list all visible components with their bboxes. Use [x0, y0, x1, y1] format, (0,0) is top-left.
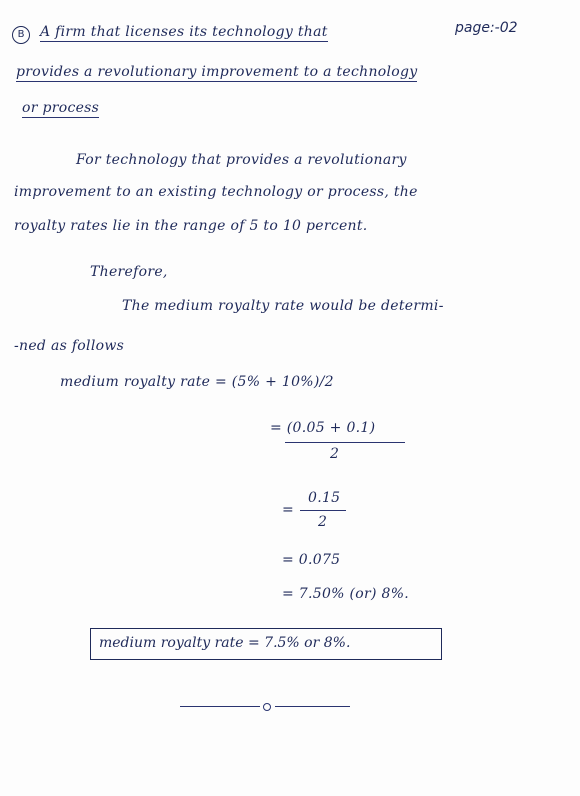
- question-title-line-2: provides a revolutionary improvement to a technology: [16, 64, 418, 80]
- question-title-line-1: A firm that licenses its technology that: [40, 24, 328, 40]
- calc-step-3-equals: =: [282, 502, 295, 518]
- therefore-text: Therefore,: [90, 264, 168, 280]
- paragraph-1-line-2: improvement to an existing technology or process, the: [14, 184, 418, 200]
- paragraph-1-line-3: royalty rates lie in the range of 5 to 10 percent.: [14, 218, 368, 234]
- calc-step-2-numerator: = (0.05 + 0.1): [270, 420, 376, 436]
- calc-step-4: = 0.075: [282, 552, 341, 568]
- paragraph-2-line-1: The medium royalty rate would be determi-: [122, 298, 444, 314]
- calc-step-5: = 7.50% (or) 8%.: [282, 586, 410, 602]
- final-answer-box: [90, 628, 442, 660]
- calc-step-3-numerator: 0.15: [308, 490, 341, 506]
- paragraph-1-line-1: For technology that provides a revolutionary: [76, 152, 407, 168]
- calc-step-2-denominator: 2: [330, 446, 340, 462]
- question-title-line-3: or process: [22, 100, 100, 116]
- end-rule-left: [180, 706, 260, 707]
- fraction-bar-1: [285, 442, 405, 443]
- paragraph-2-line-2: -ned as follows: [14, 338, 125, 354]
- calc-step-3-denominator: 2: [318, 514, 328, 530]
- section-marker: B: [12, 26, 30, 44]
- end-mark-circle: [263, 703, 271, 711]
- page-number: page:-02: [455, 20, 518, 36]
- calc-step-1: medium royalty rate = (5% + 10%)/2: [60, 374, 334, 390]
- final-answer-text: medium royalty rate = 7.5% or 8%.: [99, 635, 351, 651]
- end-rule-right: [275, 706, 350, 707]
- fraction-bar-2: [300, 510, 346, 511]
